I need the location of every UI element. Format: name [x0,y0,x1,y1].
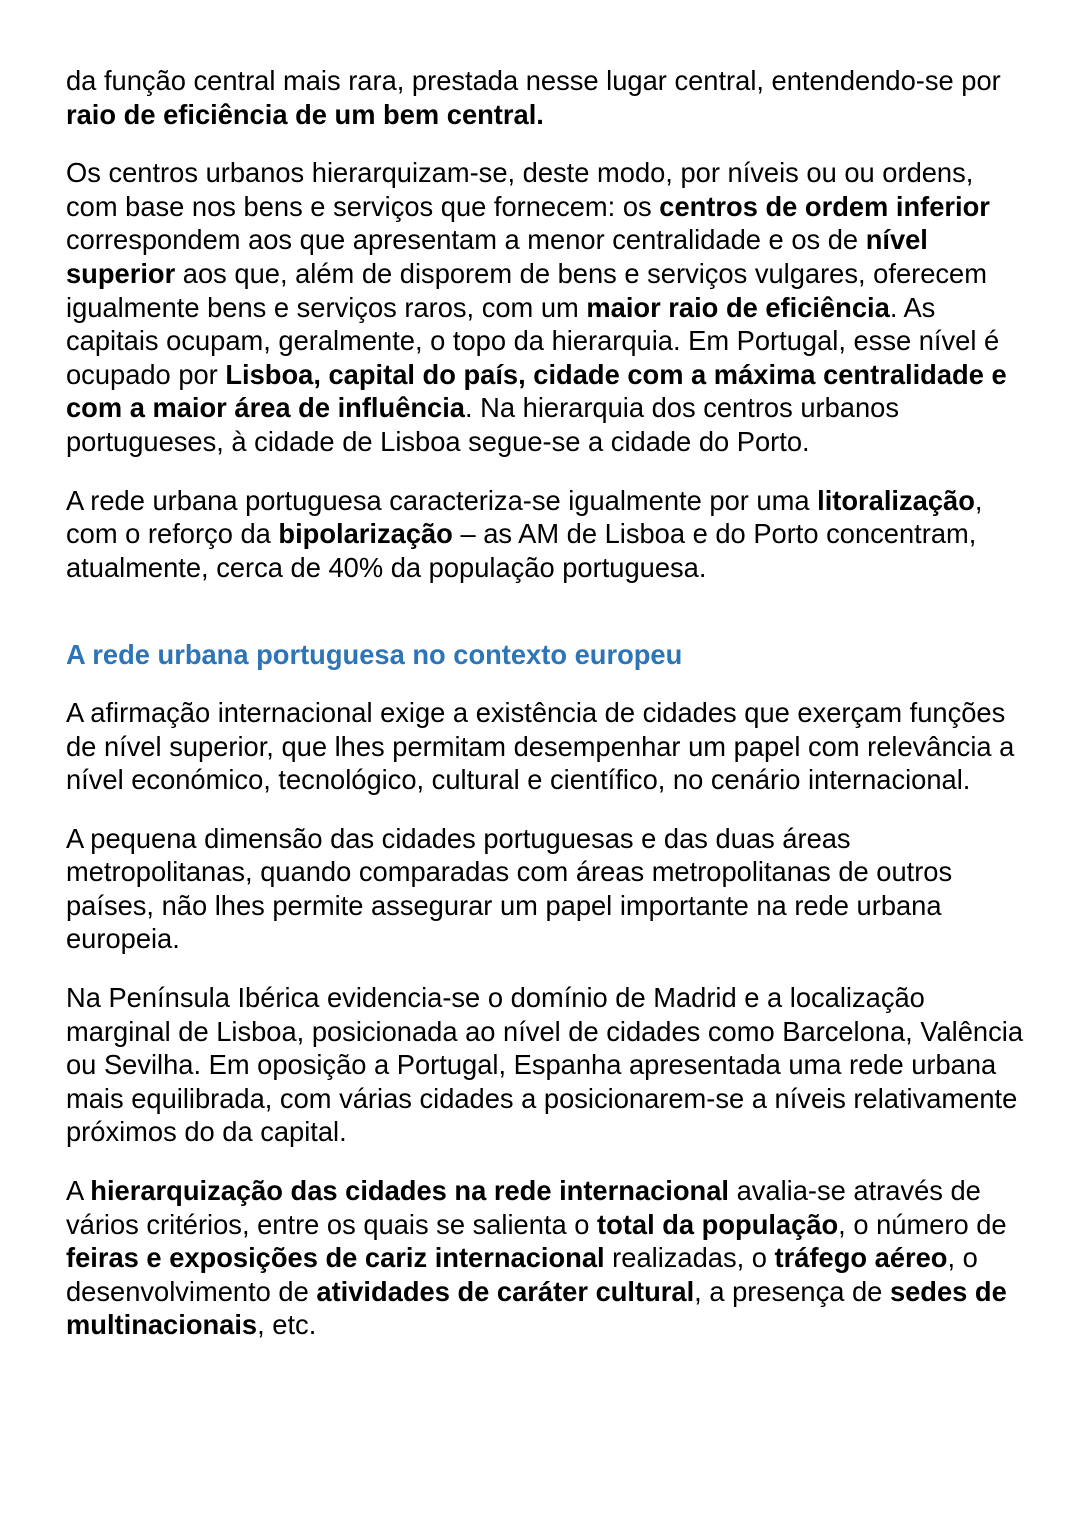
text-run: A afirmação internacional exige a existência de cidades que exerçam funções de nível superior, que lhes permitam desempenhar um papel com relevância a nível económico, tecnológico, cultural e científico, no cenário internacional. [66,696,1015,796]
text-run: correspondem aos que apresentam a menor centralidade e os de [66,224,866,256]
bold-text-run: Lisboa, capital do país, cidade com a máxima centralidade e com a maior área de influência [66,358,1007,424]
bold-text-run: total da população [597,1208,839,1240]
bold-text-run: sedes de multinacionais [66,1275,1007,1341]
bold-text-run: nível superior [66,224,928,289]
text-run: A rede urbana portuguesa caracteriza-se igualmente por uma [66,484,818,516]
text-run: – as AM de Lisboa e do Porto concentram, atualmente, cerca de 40% da população portuguesa. [66,518,977,583]
paragraph [66,156,1026,458]
text-run: . Na hierarquia dos centros urbanos portugueses, à cidade de Lisboa segue-se a cidade do Porto. [66,392,899,457]
bold-text-run: litoralização [817,484,975,516]
text-run: , o número de [838,1208,1007,1240]
text-run: avalia-se através de vários critérios, entre os quais se salienta o [66,1175,981,1240]
text-run: , etc. [257,1309,317,1341]
text-run: aos que, além de disporem de bens e serviços vulgares, oferecem igualmente bens e serviços raros, com um [66,257,987,323]
text-run: realizadas, o [604,1242,775,1274]
text-run: , a presença de [694,1275,890,1307]
section-heading: A rede urbana portuguesa no contexto europeu [66,639,683,671]
bold-text-run: atividades de caráter cultural [316,1275,695,1307]
text-run: , o desenvolvimento de [66,1242,978,1307]
paragraph [66,981,1026,1149]
paragraph [66,484,1026,585]
text-run: . As capitais ocupam, geralmente, o topo da hierarquia. Em Portugal, esse nível é ocupado por [66,291,1000,390]
text-run: Os centros urbanos hierarquizam-se, deste modo, por níveis ou ou ordens, com base nos bens e serviços que fornecem: os [66,157,974,222]
bold-text-run: centros de ordem inferior [659,190,990,222]
bottom-paragraphs [66,696,1026,1342]
bold-text-run: feiras e exposições de cariz internacional [66,1242,605,1274]
top-paragraphs [66,64,1026,584]
bold-text-run: raio de eficiência de um bem central. [66,98,544,130]
bold-text-run: maior raio de eficiência [586,291,890,323]
paragraph [66,1174,1026,1342]
bold-text-run: bipolarização [278,518,453,550]
text-run: A pequena dimensão das cidades portuguesas e das duas áreas metropolitanas, quando comparadas com áreas metropolitanas de outros países, não lhes permite assegurar um papel importante na rede urbana europeia. [66,822,953,955]
paragraph [66,696,1026,797]
paragraph [66,64,1026,131]
paragraph [66,822,1026,956]
text-run: da função central mais rara, prestada nesse lugar central, entendendo-se por [66,65,1001,96]
text-run: , com o reforço da [66,484,983,550]
text-run: Na Península Ibérica evidencia-se o domínio de Madrid e a localização marginal de Lisboa, posicionada ao nível de cidades como Barcelona, Valência ou Sevilha. Em oposição a Portugal, Espanha apresentada uma rede urbana mais equilibrada, com várias cidades a posicionarem-se a níveis relativamente próximos do da capital. [66,982,1024,1148]
bold-text-run: tráfego aéreo [774,1242,948,1274]
document-page [66,64,1026,1367]
text-run: A [66,1175,91,1207]
bold-text-run: hierarquização das cidades na rede internacional [90,1175,729,1207]
